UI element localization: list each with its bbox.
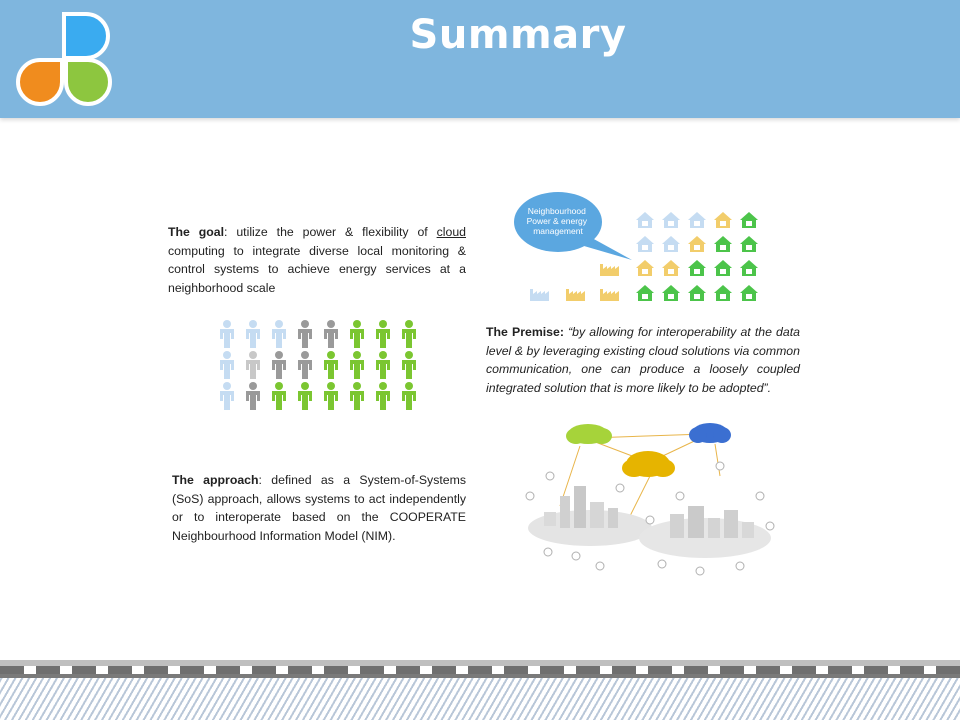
bubble-line-1: Neighbourhood [527,206,586,216]
footer-bar-dash [0,666,960,674]
slide-title: Summary [409,12,627,58]
approach-paragraph [172,471,466,545]
cloud-link[interactable]: cloud [436,225,466,239]
people-grid-figure [218,320,424,412]
footer-hatch [0,678,960,720]
house-row-4 [530,285,758,301]
people-row-2 [220,351,416,379]
premise-paragraph [486,323,800,397]
premise-label: The Premise: [486,325,564,339]
cloud-city-figure [520,416,776,582]
approach-text: : defined as a System-of-Systems (SoS) approach, allows systems to act independently or to interoperate based on the COOPERATE Neighbourhood Information Model (NIM). [172,473,466,543]
svg-text:Neighbourhood Power & ener [527,206,590,236]
goal-label: The goal [168,225,225,239]
goal-paragraph [168,223,466,297]
bubble-line-2: Power & energy [526,216,588,226]
bubble-line-3: management [533,226,583,236]
approach-label: The approach [172,473,259,487]
people-row-3 [220,382,416,410]
city-platform-right [639,506,771,558]
neighbourhood-houses-figure [512,190,772,306]
premise-text: “by allowing for interoperability at the data level & by leveraging existing cloud solutions via common communication, one can produce a loosely coupled integrated solution that is more likely to be adopted”. [486,325,800,395]
cloud-blue-icon [689,423,731,443]
goal-text-after: computing to integrate diverse local monitoring & control systems to achieve energy services at a neighborhood scale [168,243,466,295]
house-row-3 [600,260,758,276]
house-row-2 [636,236,758,252]
house-row-1 [636,212,758,228]
city-platform-left [528,486,652,546]
header-bar [0,0,960,118]
cloud-green-icon [566,424,612,444]
goal-text-before: : utilize the power & flexibility of [224,225,437,239]
people-row-1 [220,320,416,348]
